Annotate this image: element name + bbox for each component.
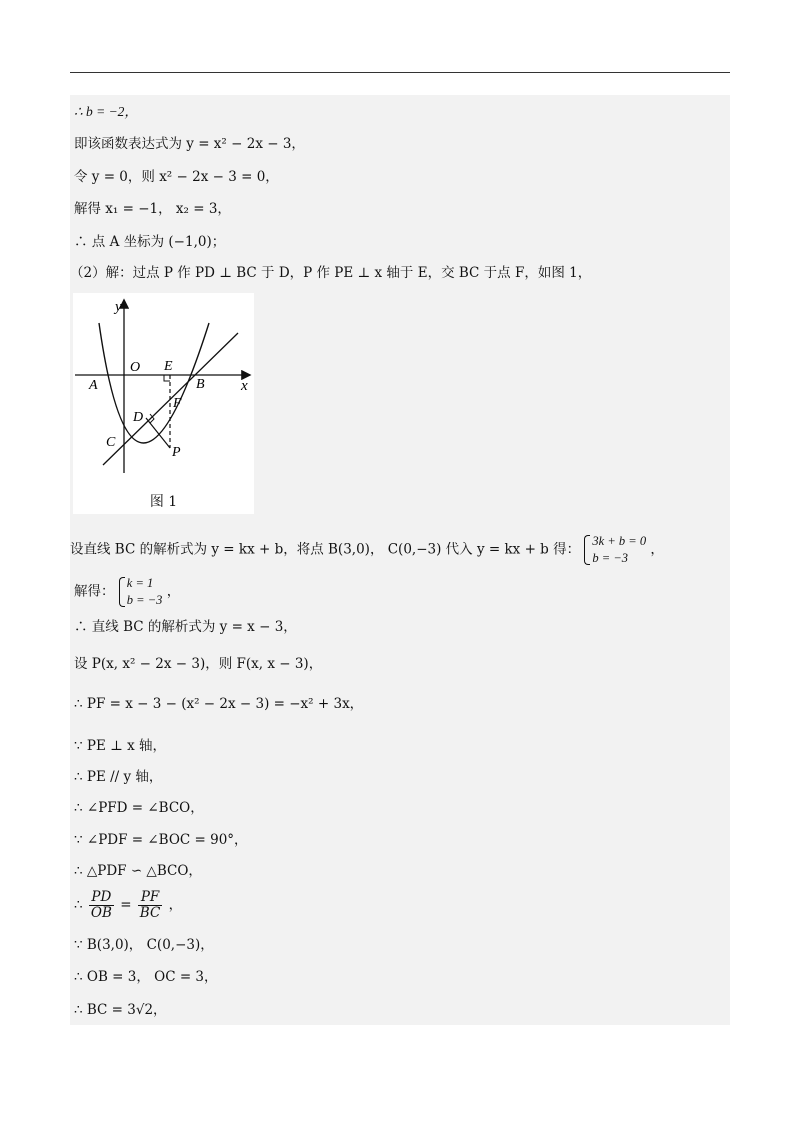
label-c: C: [106, 435, 116, 450]
text-line-6: （2）解：过点 P 作 PD ⊥ BC 于 D，P 作 PE ⊥ x 轴于 E，交 BC 于点 F，如图 1，: [70, 265, 592, 281]
text-line-10: 设 P(x, x² − 2x − 3)，则 F(x, x − 3)，: [74, 656, 323, 672]
text-line-3: 令 y = 0，则 x² − 2x − 3 = 0，: [74, 169, 279, 185]
text-line-8: [74, 575, 180, 609]
label-y: y: [115, 299, 122, 315]
parabola-curve: [99, 323, 209, 443]
system-equations-1: [584, 533, 646, 567]
label-o: O: [130, 360, 141, 375]
text-line-4: 解得 x₁ = −1， x₂ = 3，: [74, 201, 231, 217]
text-line-16: ∴ △PDF ∽ △BCO，: [74, 863, 202, 879]
text-line-17-post: ，: [168, 897, 183, 913]
text-line-8-post: ，: [166, 583, 181, 600]
system-1-eq-2: b = −3: [592, 551, 629, 565]
system-2-eq-1: k = 1: [126, 576, 154, 590]
text-line-15: ∵ ∠PDF = ∠BOC = 90°，: [74, 832, 248, 848]
numerator-pd: PD: [89, 890, 114, 906]
text-line-13: ∴ PE // y 轴，: [74, 769, 163, 785]
figure-1: [73, 293, 254, 514]
text-line-12: ∵ PE ⊥ x 轴，: [74, 738, 167, 754]
right-angle-e: [164, 375, 170, 381]
label-f: F: [173, 396, 182, 411]
system-equations-2: [119, 575, 163, 609]
fraction-pd-ob: [89, 890, 114, 921]
text-line-20: ∴ BC = 3√2，: [74, 1002, 167, 1018]
parabola-diagram: [73, 293, 254, 493]
label-x: x: [241, 378, 248, 394]
label-a: A: [89, 378, 98, 393]
numerator-pf: PF: [138, 890, 163, 906]
text-line-5: ∴ 点 A 坐标为 (−1,0)；: [74, 234, 226, 250]
text-line-17-pre: ∴: [74, 897, 83, 913]
text-line-14: ∴ ∠PFD = ∠BCO，: [74, 800, 204, 816]
text-line-7-pre: 设直线 BC 的解析式为 y = kx + b，将点 B(3,0)， C(0,−3) 代入 y = kx + b 得：: [70, 541, 581, 558]
text-line-7-post: ，: [650, 541, 664, 558]
label-b: B: [196, 377, 205, 392]
denominator-bc: BC: [139, 905, 161, 921]
system-2-eq-2: b = −3: [126, 593, 163, 607]
text-line-17: [74, 890, 182, 921]
label-d: D: [133, 410, 144, 425]
text-line-19: ∴ OB = 3， OC = 3，: [74, 969, 218, 985]
text-line-18: ∵ B(3,0)， C(0,−3)，: [74, 937, 214, 953]
denominator-ob: OB: [90, 905, 112, 921]
figure-caption: 图 1: [149, 494, 178, 510]
segment-pd: [146, 418, 170, 448]
label-p: P: [172, 445, 181, 460]
label-e: E: [164, 359, 173, 374]
equals-sign: =: [120, 897, 132, 913]
text-line-9: ∴ 直线 BC 的解析式为 y = x − 3，: [74, 619, 297, 635]
fraction-pf-bc: [138, 890, 163, 921]
text-line-1: ∴ b = −2，: [74, 104, 138, 119]
system-1-eq-1: 3k + b = 0: [592, 534, 647, 548]
text-line-2: 即该函数表达式为 y = x² − 2x − 3，: [74, 136, 305, 152]
text-line-11: ∴ PF = x − 3 − (x² − 2x − 3) = −x² + 3x，: [74, 696, 364, 712]
text-line-7: [70, 533, 664, 567]
header-rule: [70, 72, 730, 73]
text-line-8-pre: 解得：: [74, 583, 115, 600]
